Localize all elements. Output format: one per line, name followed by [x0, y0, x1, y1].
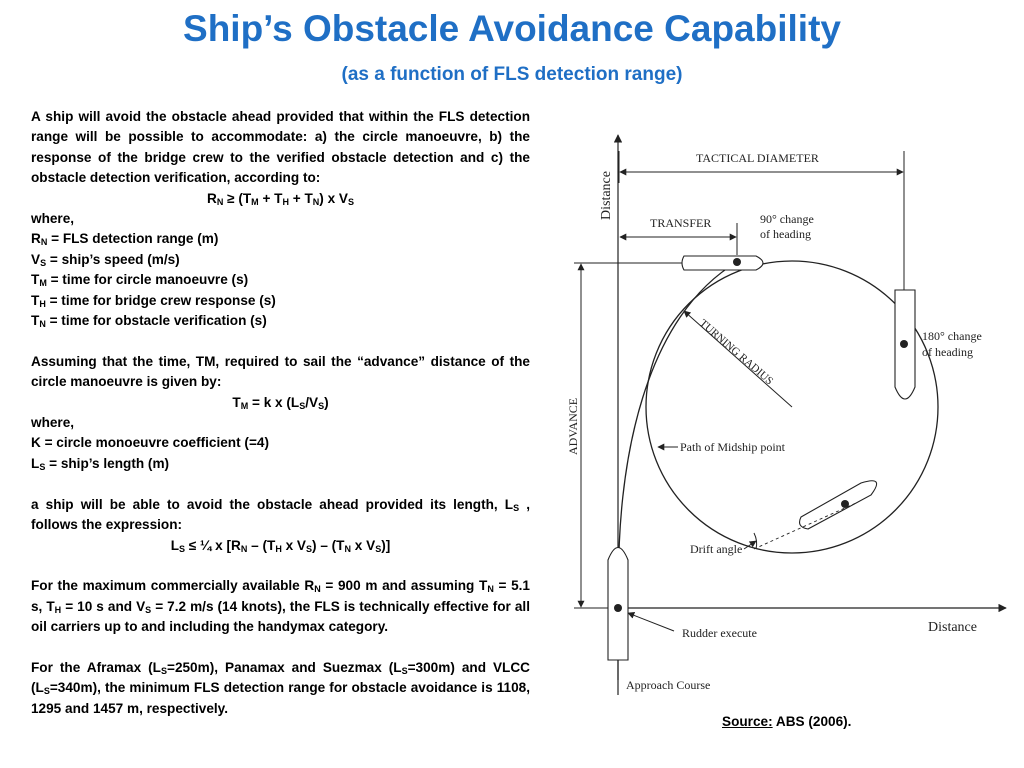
heading-90-label-line1: 90° change: [760, 212, 814, 226]
drift-angle-label: Drift angle: [690, 542, 743, 556]
slide-title: Ship’s Obstacle Avoidance Capability: [183, 8, 841, 49]
heading-90-label-line2: of heading: [760, 227, 811, 241]
length-paragraph: a ship will be able to avoid the obstacle ahead provided its length, $L_S$ , follows the expression:: [31, 496, 530, 533]
text-column: [31, 107, 530, 719]
where-label: where,: [31, 211, 75, 227]
definition-ls: $L_S$ = ship’s length (m): [31, 455, 170, 472]
tactical-diameter-label: TACTICAL DIAMETER: [696, 151, 819, 165]
definition-rn: $R_N$ = FLS detection range (m): [31, 231, 219, 248]
heading-180-label-line1: 180° change: [922, 329, 982, 343]
source-text: ABS (2006).: [772, 714, 852, 729]
midship-point-180: [900, 340, 908, 348]
advance-label: ADVANCE: [566, 397, 580, 455]
definition-vs: $V_S$ = ship’s speed (m/s): [31, 251, 180, 268]
midship-path-curve: [619, 262, 737, 608]
rudder-execute-label: Rudder execute: [682, 626, 757, 640]
slide-subtitle: (as a function of FLS detection range): [341, 64, 683, 85]
rudder-execute-point: [614, 604, 622, 612]
equation-detection-range: $R_N \ge (T_M + T_H + T_N)$ x $V_S$: [206, 190, 354, 207]
advance-paragraph: Assuming that the time, TM, required to sail the “advance” distance of the circle manoeuvre is given by:: [31, 353, 530, 390]
transfer-label: TRANSFER: [650, 216, 712, 230]
ship-90-heading: [682, 256, 763, 270]
turning-circle-diagram: [556, 125, 1016, 705]
rudder-execute-leader: [628, 613, 674, 631]
midship-point-90: [733, 258, 741, 266]
where-label-2: where,: [31, 415, 75, 431]
drift-tangent-line: [754, 503, 856, 549]
definition-tn: $T_N$ = time for obstacle verification (s): [31, 313, 267, 330]
effectiveness-paragraph: For the maximum commercially available $R_N = 900$ m and assuming $T_N = 5.1$ s, $T_H = 10$ s and $V_S = 7.2$ m/s (14 knots), the FLS is technically effective for all oil carriers up to and including the handymax category.: [31, 578, 530, 635]
definition-k: K = circle monoeuvre coefficient (=4): [31, 435, 269, 451]
turning-radius-label: TURNING RADIUS: [697, 317, 776, 388]
equation-manoeuvre-time: $T_M = k$ x $(L_S/V_S)$: [232, 394, 329, 411]
ship-drift: [800, 481, 877, 529]
heading-180-label-line2: of heading: [922, 345, 973, 359]
source-label: Source:: [722, 714, 773, 729]
ship-approach: [608, 548, 628, 661]
definition-tm: $T_M$ = time for circle manoeuvre (s): [31, 272, 249, 289]
approach-course-label: Approach Course: [626, 678, 711, 692]
distance-vertical-label: Distance: [599, 171, 614, 220]
source-citation: [722, 714, 851, 729]
detection-range-paragraph: For the Aframax $(L_S=250m)$, Panamax and Suezmax $(L_S=300m)$ and VLCC $(L_S=340m)$, the minimum FLS detection range for obstacle avoidance is 1108, 1295 and 1457 m, respectively.: [31, 659, 530, 716]
definition-th: $T_H$ = time for bridge crew response (s): [31, 292, 276, 309]
intro-paragraph: A ship will avoid the obstacle ahead provided that within the FLS detection range will be possible to accommodate: a) the circle manoeuvre, b) the response of the bridge crew to the verified obstacle detection and c) the obstacle detection verification, according to:: [31, 109, 530, 186]
distance-horizontal-label: Distance: [928, 620, 977, 635]
path-label: Path of Midship point: [680, 440, 786, 454]
equation-ship-length: $L_S$ ≤ ¼ x [$R_N - (T_H$ x $V_S) - (T_N$ x $V_S$)]: [170, 537, 391, 554]
